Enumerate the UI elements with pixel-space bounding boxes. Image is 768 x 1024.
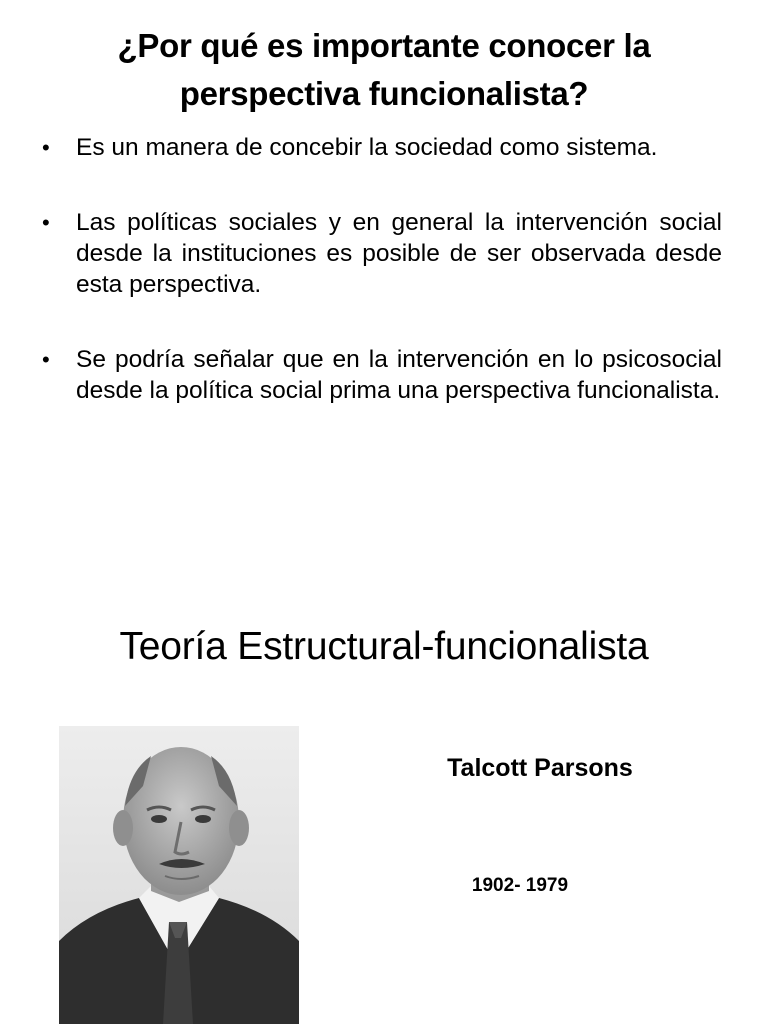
bullet-item: • Es un manera de concebir la sociedad como sistema. [42,132,722,163]
slide-title: ¿Por qué es importante conocer la perspectiva funcionalista? [117,27,651,112]
slide-structural-functionalist-theory [0,540,768,1024]
portrait-photo [59,726,299,1024]
person-name: Talcott Parsons [447,754,633,782]
bullet-item: • Las políticas sociales y en general la intervención social desde la instituciones es posible de ser observada desde esta perspectiva. [42,207,722,300]
slide-title: Teoría Estructural-funcionalista [119,625,649,668]
person-years: 1902- 1979 [471,875,569,896]
bullet-list [42,132,722,450]
bullet-item: • Se podría señalar que en la intervención en lo psicosocial desde la política social prima una perspectiva funcionalista. [42,344,722,406]
